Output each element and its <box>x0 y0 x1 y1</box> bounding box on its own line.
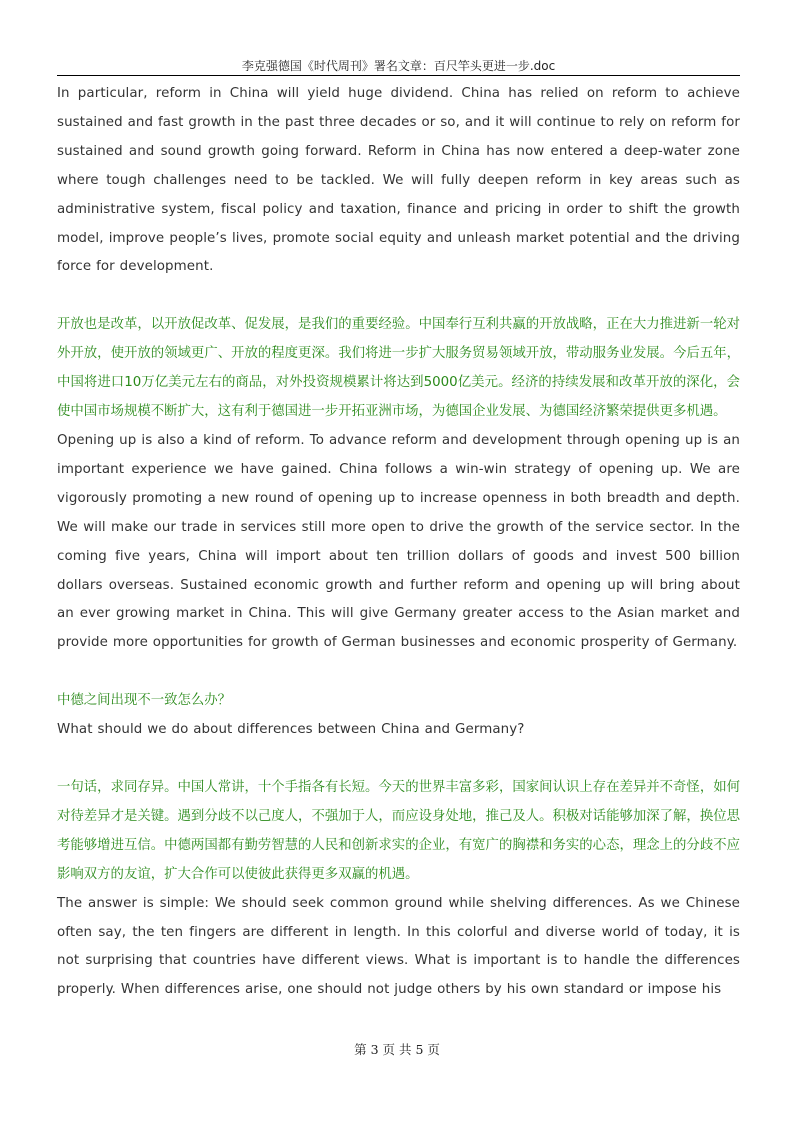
paragraph-spacer <box>57 658 740 687</box>
paragraph-spacer <box>57 745 740 774</box>
question-zh: 中德之间出现不一致怎么办？ <box>57 693 232 709</box>
paragraph-differences-zh: 一句话，求同存异。中国人常讲，十个手指各有长短。今天的世界丰富多彩，国家间认识上存在差异并不奇怪，如何对待差异才是关键。遇到分歧不以己度人，不强加于人，而应设身处地，推己及人。积极对话能够加深了解，换位思考能够增进互信。中德两国都有勤劳智慧的人民和创新求实的企业，有宽广的胸襟和务实的心态，理念上的分歧不应影响双方的友谊，扩大合作可以使彼此获得更多双赢的机遇。 <box>57 780 740 882</box>
question-en: What should we do about differences between China and Germany? <box>57 722 525 738</box>
paragraph-reform-en: In particular, reform in China will yield huge dividend. China has relied on reform to achieve sustained and fast growth in the past three decades or so, and it will continue to rely on reform for sustained and sound growth going forward. Reform in China has now entered a deep-water zone where tough challenges need to be tackled. We will fully deepen reform in key areas such as administrative system, fiscal policy and taxation, finance and pricing in order to shift the growth model, improve people’s lives, promote social equity and unleash market potential and the driving force for development. <box>57 86 740 275</box>
paragraph-opening-zh: 开放也是改革，以开放促改革、促发展，是我们的重要经验。中国奉行互利共赢的开放战略，正在大力推进新一轮对外开放，使开放的领域更广、开放的程度更深。我们将进一步扩大服务贸易领域开放，带动服务业发展。今后五年，中国将进口10万亿美元左右的商品，对外投资规模累计将达到5000亿美元。经济的持续发展和改革开放的深化，会使中国市场规模不断扩大，这有利于德国进一步开拓亚洲市场，为德国企业发展、为德国经济繁荣提供更多机遇。 <box>57 317 740 420</box>
document-title: 李克强德国《时代周刊》署名文章：百尺竿头更进一步.doc <box>241 59 556 73</box>
paragraph-differences-en: The answer is simple: We should seek common ground while shelving differences. As we Chinese often say, the ten fingers are different in length. In this colorful and diverse world of today, it is not surprising that countries have different views. What is important is to handle the differences properly. When differences arise, one should not judge others by his own standard or impose his <box>57 895 740 998</box>
page-number: 第 3 页 共 5 页 <box>354 1042 440 1057</box>
paragraph-spacer <box>57 282 740 311</box>
document-body <box>57 80 740 1005</box>
page-header <box>57 57 740 76</box>
paragraph-opening-en: Opening up is also a kind of reform. To advance reform and development through opening up is an important experience we have gained. China follows a win-win strategy of opening up. We are vigorously promoting a new round of opening up to increase openness in both breadth and depth. We will make our trade in services still more open to drive the growth of the service sector. In the coming five years, China will import about ten trillion dollars of goods and invest 500 billion dollars overseas. Sustained economic growth and further reform and opening up will bring about an ever growing market in China. This will give Germany greater access to the Asian market and provide more opportunities for growth of German businesses and economic prosperity of Germany. <box>57 432 740 651</box>
page-footer <box>0 1040 794 1058</box>
